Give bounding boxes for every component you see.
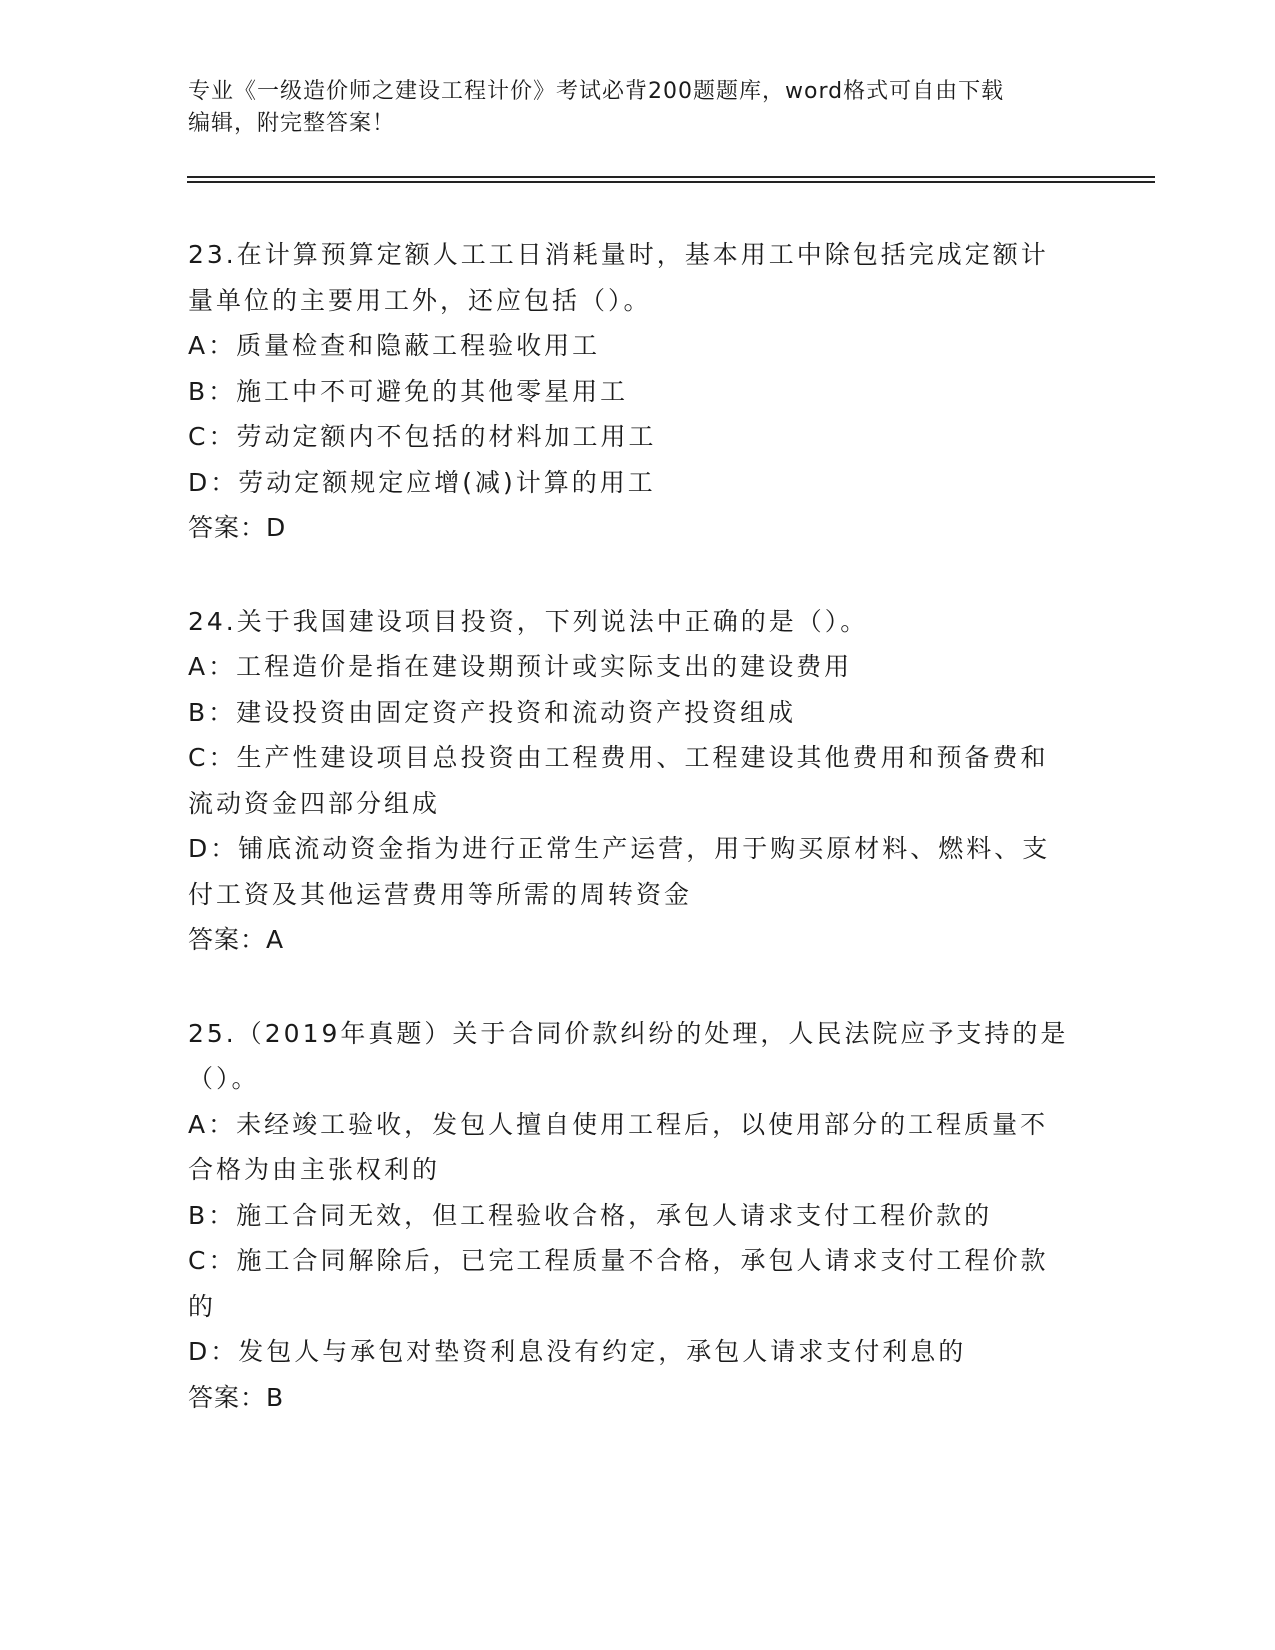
option-c: C：生产性建设项目总投资由工程费用、工程建设其他费用和预备费和 [188, 743, 1049, 772]
option-a: A：质量检查和隐蔽工程验收用工 [188, 331, 601, 360]
option-d: D：铺底流动资金指为进行正常生产运营，用于购买原材料、燃料、支 [188, 834, 1051, 863]
questions-list [188, 232, 1088, 1468]
option-b: B：施工中不可避免的其他零星用工 [188, 376, 629, 406]
answer-label: 答案：D [188, 513, 287, 542]
question-stem-line: 24.关于我国建设项目投资，下列说法中正确的是（）。 [188, 606, 869, 636]
answer-label: 答案：A [188, 925, 285, 954]
option-c: C：施工合同解除后，已完工程质量不合格，承包人请求支付工程价款 [188, 1246, 1049, 1275]
question-stem-line: 23.在计算预算定额人工工日消耗量时，基本用工中除包括完成定额计 [188, 240, 1049, 269]
option-d-continued: 付工资及其他运营费用等所需的周转资金 [188, 879, 693, 909]
answer-label: 答案：B [188, 1382, 285, 1412]
header-line-1: 专业《一级造价师之建设工程计价》考试必背200题题库，word格式可自由下载 [188, 79, 1005, 104]
option-d: D：劳动定额规定应增(减)计算的用工 [188, 467, 656, 497]
question-stem-line: 25.（2019年真题）关于合同价款纠纷的处理，人民法院应予支持的是 [188, 1018, 1069, 1048]
header-divider-bottom [187, 181, 1155, 183]
option-d: D：发包人与承包对垫资利息没有约定，承包人请求支付利息的 [188, 1337, 967, 1366]
question-24 [188, 599, 1088, 963]
question-23 [188, 232, 1088, 551]
question-stem-line: 量单位的主要用工外，还应包括（）。 [188, 285, 652, 315]
question-stem-line: （）。 [188, 1064, 260, 1093]
option-c: C：劳动定额内不包括的材料加工用工 [188, 422, 657, 451]
option-c-continued: 的 [188, 1291, 217, 1321]
option-a-continued: 合格为由主张权利的 [188, 1155, 441, 1184]
header-line-2: 编辑，附完整答案！ [188, 111, 396, 136]
question-25 [188, 1011, 1088, 1421]
option-b: B：建设投资由固定资产投资和流动资产投资组成 [188, 697, 797, 727]
option-a: A：工程造价是指在建设期预计或实际支出的建设费用 [188, 652, 853, 681]
header-divider-top [187, 176, 1155, 178]
option-b: B：施工合同无效，但工程验收合格，承包人请求支付工程价款的 [188, 1200, 993, 1230]
option-c-continued: 流动资金四部分组成 [188, 788, 441, 818]
document-header [188, 76, 1088, 140]
option-a: A：未经竣工验收，发包人擅自使用工程后，以使用部分的工程质量不 [188, 1109, 1049, 1139]
